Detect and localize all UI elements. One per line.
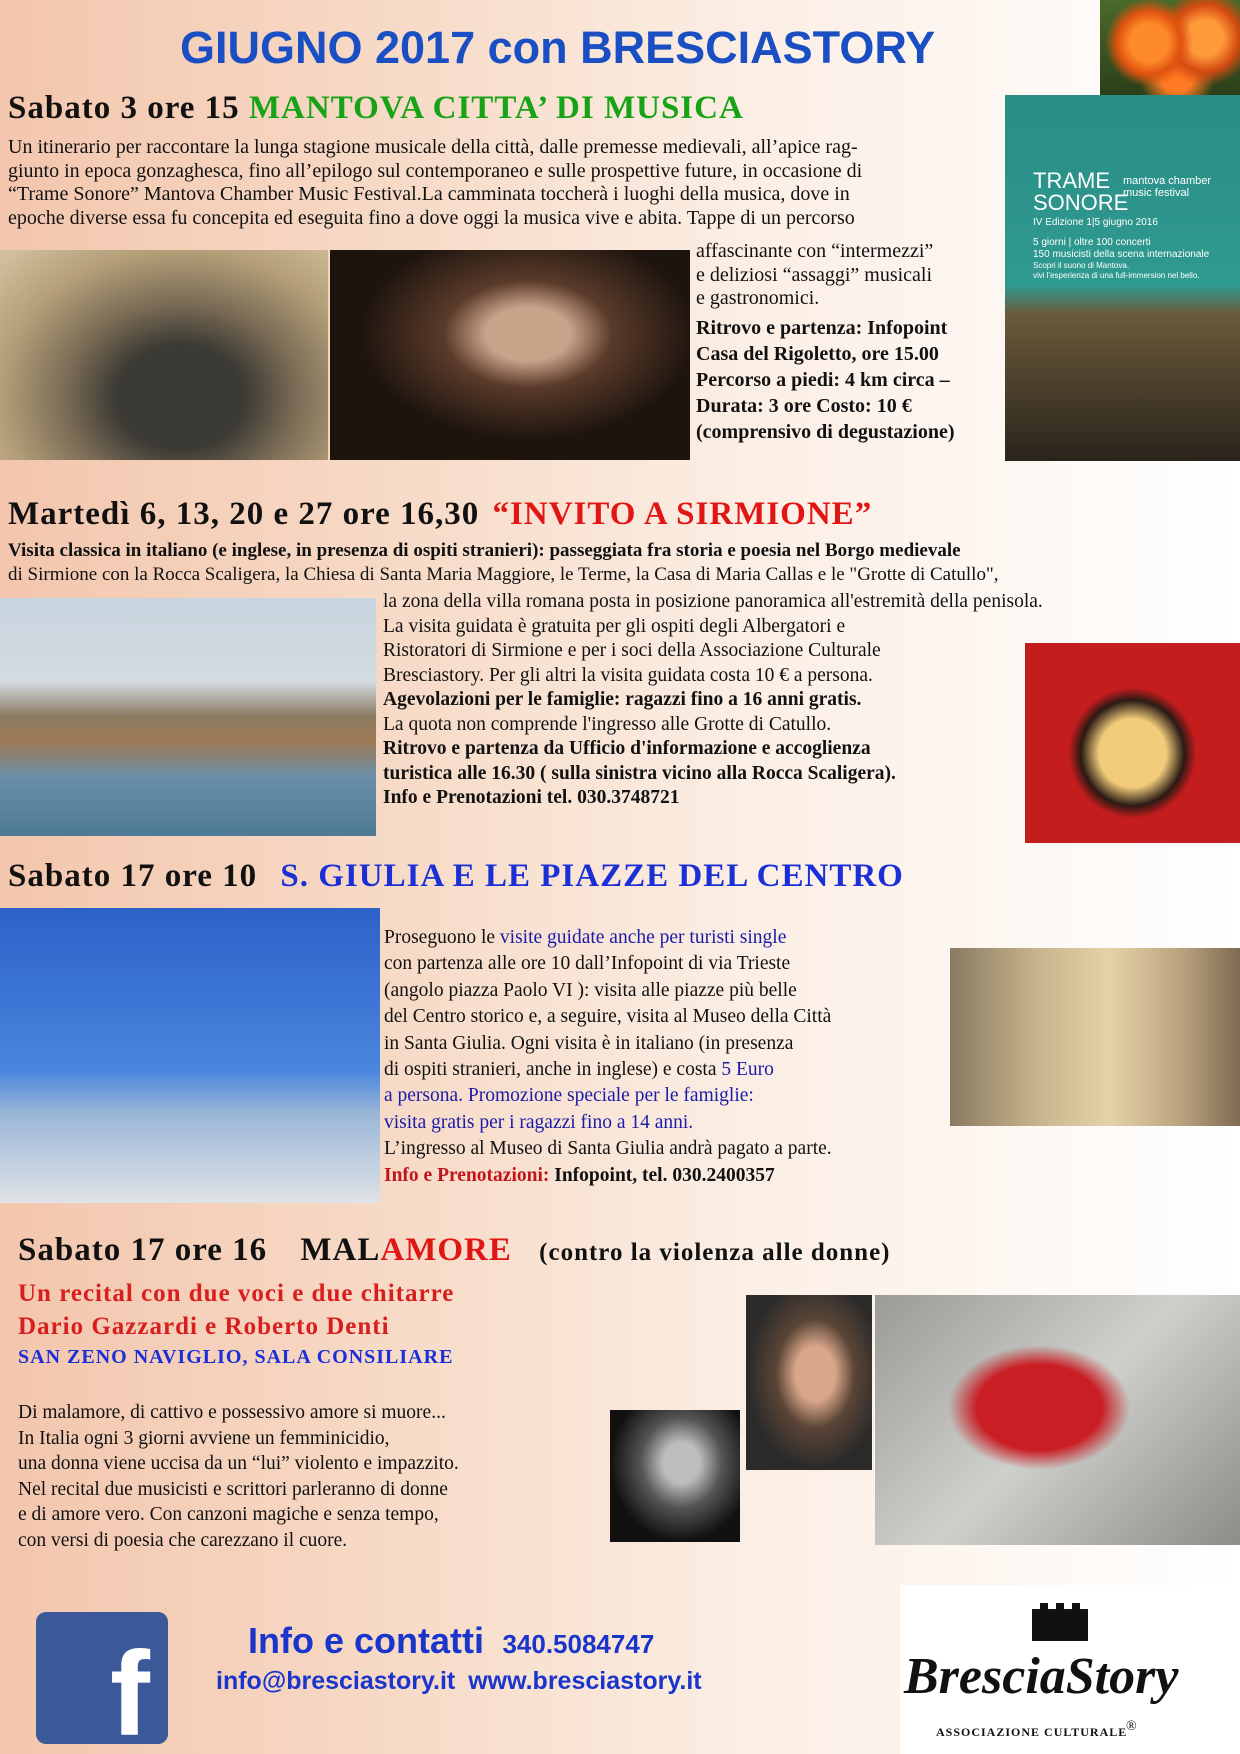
event4-title-mal: MAL — [300, 1232, 381, 1268]
contact-block — [248, 1620, 654, 1662]
event2-description — [383, 590, 1043, 811]
event1-side-line: affascinante con “intermezzi” — [696, 240, 934, 262]
event3-line: in Santa Giulia. Ogni visita è in italiano (in presenza — [384, 1032, 794, 1054]
event4-line: Di malamore, di cattivo e possessivo amore si muore... — [18, 1402, 446, 1423]
event2-title: “INVITO A SIRMIONE” — [492, 496, 873, 532]
facebook-icon[interactable] — [36, 1612, 168, 1744]
event3-promo: a persona. Promozione speciale per le famiglie: — [384, 1085, 754, 1107]
event4-red-line: Dario Gazzardi e Roberto Denti — [18, 1313, 390, 1340]
musician-portrait-bw — [610, 1410, 740, 1542]
poster-edition: IV Edizione 1|5 giugno 2016 — [1033, 217, 1158, 228]
trame-sonore-poster — [1005, 95, 1240, 461]
event2-line: La visita guidata è gratuita per gli ospiti degli Albergatori e — [383, 615, 846, 637]
event1-line: epoche diverse essa fu concepita ed eseguita fino a dove oggi la musica vive e abita. Tappe di un percorso — [8, 206, 855, 229]
facebook-letter: f — [110, 1627, 150, 1744]
poster-line: Scopri il suono di Mantova. — [1033, 261, 1130, 270]
event3-heading — [8, 858, 904, 895]
contact-links — [216, 1667, 702, 1696]
bresciastory-logo — [900, 1585, 1240, 1754]
logo-subtitle: ASSOCIAZIONE CULTURALE — [936, 1725, 1128, 1739]
event1-detail: Durata: 3 ore Costo: 10 € — [696, 394, 912, 417]
event4-line: con versi di poesia che carezzano il cuore. — [18, 1529, 348, 1551]
event1-detail: (comprensivo di degustazione) — [696, 420, 955, 443]
event4-note: (contro la violenza alle donne) — [539, 1239, 891, 1266]
poster-line: 5 giorni | oltre 100 concerti — [1033, 237, 1151, 248]
brescia-duomo-photo — [0, 908, 380, 1203]
event4-line: In Italia ogni 3 giorni avviene un femminicidio, — [18, 1427, 390, 1449]
logo-name: BresciaStory — [904, 1648, 1179, 1705]
event1-title: MANTOVA CITTA’ DI MUSICA — [248, 90, 744, 126]
event2-heading — [8, 496, 872, 533]
event3-museum-note: L’ingresso al Museo di Santa Giulia andrà pagato a parte. — [384, 1138, 832, 1160]
event2-note: La quota non comprende l'ingresso alle Grotte di Catullo. — [383, 713, 832, 735]
event4-title-amore: AMORE — [380, 1232, 512, 1268]
event1-detail: Ritrovo e partenza: Infopoint — [696, 316, 948, 339]
event1-detail: Casa del Rigoletto, ore 15.00 — [696, 342, 939, 365]
event3-line: (angolo piazza Paolo VI ): visita alle piazze più belle — [384, 979, 797, 1001]
concert-hall-photo — [0, 250, 328, 460]
poster-line: 150 musicisti della scena internazionale — [1033, 249, 1210, 260]
event2-line: Bresciastory. Per gli altri la visita guidata costa 10 € a persona. — [383, 664, 873, 686]
contact-email[interactable]: info@bresciastory.it — [216, 1667, 456, 1695]
event4-line: e di amore vero. Con canzoni magiche e senza tempo, — [18, 1504, 439, 1526]
poster-subtitle: mantova chamber music festival — [1123, 175, 1212, 199]
event1-side-text — [696, 240, 955, 445]
castle-icon — [1030, 1599, 1090, 1641]
event1-side-line: e gastronomici. — [696, 287, 820, 309]
poster-line: vivi l'esperienza di una full-immersion nel bello. — [1033, 271, 1200, 280]
event1-date: Sabato 3 ore 15 — [8, 90, 240, 126]
page-title: GIUGNO 2017 con BRESCIASTORY — [180, 22, 936, 73]
event3-cost: 5 Euro — [721, 1059, 774, 1081]
event4-line: Nel recital due musicisti e scrittori parleranno di donne — [18, 1478, 448, 1500]
poster-title1: TRAME — [1033, 168, 1110, 193]
event3-promo: visita gratis per i ragazzi fino a 14 anni. — [384, 1111, 694, 1133]
event4-description — [18, 1400, 459, 1554]
contact-phone[interactable]: 340.5084747 — [502, 1629, 655, 1659]
event4-heading — [18, 1232, 891, 1269]
poster-title2: SONORE — [1033, 190, 1129, 215]
broken-heart-photo — [875, 1295, 1240, 1545]
event4-performers — [18, 1277, 454, 1343]
event1-description — [8, 136, 862, 230]
event1-line: Un itinerario per raccontare la lunga stagione musicale della città, dalle premesse medievali, all’apice rag- — [8, 136, 858, 158]
event3-title: S. GIULIA E LE PIAZZE DEL CENTRO — [280, 858, 904, 894]
event3-line: con partenza alle ore 10 dall’Infopoint di via Trieste — [384, 953, 791, 975]
event3-intro: Proseguono le — [384, 927, 500, 948]
event3-info-label: Info e Prenotazioni: — [384, 1164, 550, 1186]
registered-mark: ® — [1126, 1719, 1137, 1734]
event2-family-offer: Agevolazioni per le famiglie: ragazzi fino a 16 anni gratis. — [383, 689, 862, 710]
event4-red-line: Un recital con due voci e due chitarre — [18, 1280, 455, 1307]
santa-giulia-fresco-photo — [950, 948, 1240, 1126]
event4-date: Sabato 17 ore 16 — [18, 1232, 268, 1268]
event2-date: Martedì 6, 13, 20 e 27 ore 16,30 — [8, 496, 480, 532]
event3-date: Sabato 17 ore 10 — [8, 858, 258, 894]
event1-line: giunto in epoca gonzaghesca, fino all’epilogo sul contemporaneo e sulle prospettive future, in occasione di — [8, 159, 863, 182]
sirmione-photo — [0, 598, 376, 836]
event2-detail: turistica alle 16.30 ( sulla sinistra vicino alla Rocca Scaligera). — [383, 762, 896, 784]
violinist-photo — [330, 250, 690, 460]
event3-intro-highlight: visite guidate anche per turisti single — [499, 927, 787, 948]
event1-line: “Trame Sonore” Mantova Chamber Music Festival.La camminata toccherà i luoghi della musica, dove in — [8, 183, 850, 205]
event4-line: una donna viene uccisa da un “lui” violento e impazzito. — [18, 1453, 459, 1475]
event2-detail: Ritrovo e partenza da Ufficio d'informazione e accoglienza — [383, 738, 871, 759]
event3-line: del Centro storico e, a seguire, visita al Museo della Città — [384, 1006, 832, 1028]
event4-location: SAN ZENO NAVIGLIO, SALA CONSILIARE — [18, 1346, 454, 1368]
event2-intro-line: di Sirmione con la Rocca Scaligera, la Chiesa di Santa Maria Maggiore, le Terme, la Casa di Maria Callas e le "Grotte di Catullo", — [8, 564, 999, 585]
event3-description — [384, 925, 832, 1189]
event2-intro-line: Visita classica in italiano (e inglese, in presenza di ospiti stranieri): passeggiata fra storia e poesia nel Borgo medievale — [8, 540, 961, 561]
flower-photo — [1100, 0, 1240, 95]
event2-line: la zona della villa romana posta in posizione panoramica all'estremità della penisola. — [383, 591, 1043, 612]
event1-heading — [8, 90, 744, 127]
event1-detail: Percorso a piedi: 4 km circa – — [696, 368, 950, 391]
maria-callas-portrait — [1025, 643, 1240, 843]
contact-label: Info e contatti — [248, 1620, 484, 1661]
event3-info-value: Infopoint, tel. 030.2400357 — [549, 1164, 775, 1186]
event2-detail: Info e Prenotazioni tel. 030.3748721 — [383, 787, 680, 808]
musician-portrait-guitar — [746, 1295, 872, 1470]
contact-website[interactable]: www.bresciastory.it — [468, 1667, 702, 1695]
event3-cost-line: di ospiti stranieri, anche in inglese) e costa — [384, 1059, 722, 1081]
event1-side-line: e deliziosi “assaggi” musicali — [696, 263, 933, 286]
event2-line: Ristoratori di Sirmione e per i soci della Associazione Culturale — [383, 640, 881, 661]
